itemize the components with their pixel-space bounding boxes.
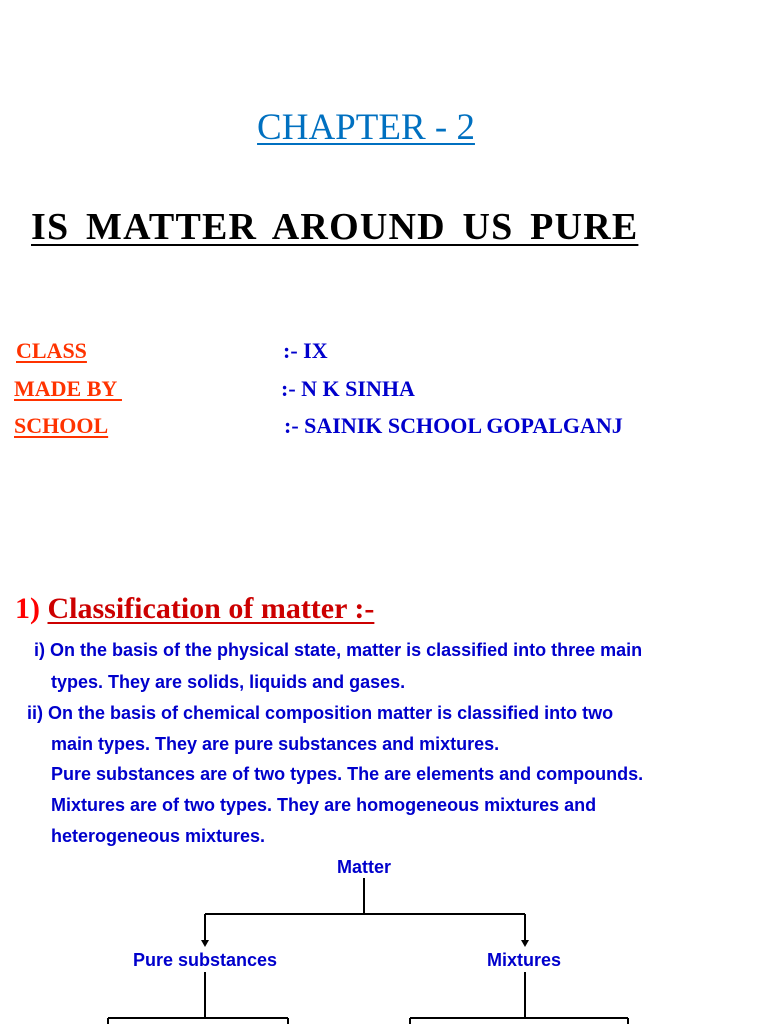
- text-line: Mixtures are of two types. They are homogeneous mixtures and: [51, 795, 597, 815]
- arrowhead: [521, 940, 529, 947]
- text-line: ii) On the basis of chemical composition matter is classified into two: [27, 703, 614, 723]
- school-value: :- SAINIK SCHOOL GOPALGANJ: [284, 413, 623, 438]
- diagram-root-node: Matter: [336, 857, 391, 877]
- text-line: Pure substances are of two types. The are elements and compounds.: [51, 764, 644, 784]
- class-value: :- IX: [283, 338, 328, 363]
- class-label: CLASS: [16, 338, 87, 363]
- chapter-heading: CHAPTER - 2: [257, 107, 475, 148]
- text-line: i) On the basis of the physical state, matter is classified into three main: [34, 640, 643, 660]
- arrowhead: [201, 940, 209, 947]
- diagram-node-pure-substances: Pure substances: [132, 950, 278, 970]
- diagram-node-mixtures: Mixtures: [486, 950, 562, 970]
- text-line: types. They are solids, liquids and gases.: [51, 672, 406, 692]
- school-label: SCHOOL: [14, 413, 109, 438]
- text-line: heterogeneous mixtures.: [51, 826, 266, 846]
- text-line: main types. They are pure substances and mixtures.: [51, 734, 500, 754]
- made-by-label: MADE BY: [14, 376, 122, 401]
- section-title: Classification of matter :-: [47, 592, 375, 625]
- made-by-value: :- N K SINHA: [281, 376, 415, 401]
- page-title: IS MATTER AROUND US PURE: [31, 206, 639, 248]
- section-number: 1): [15, 592, 40, 625]
